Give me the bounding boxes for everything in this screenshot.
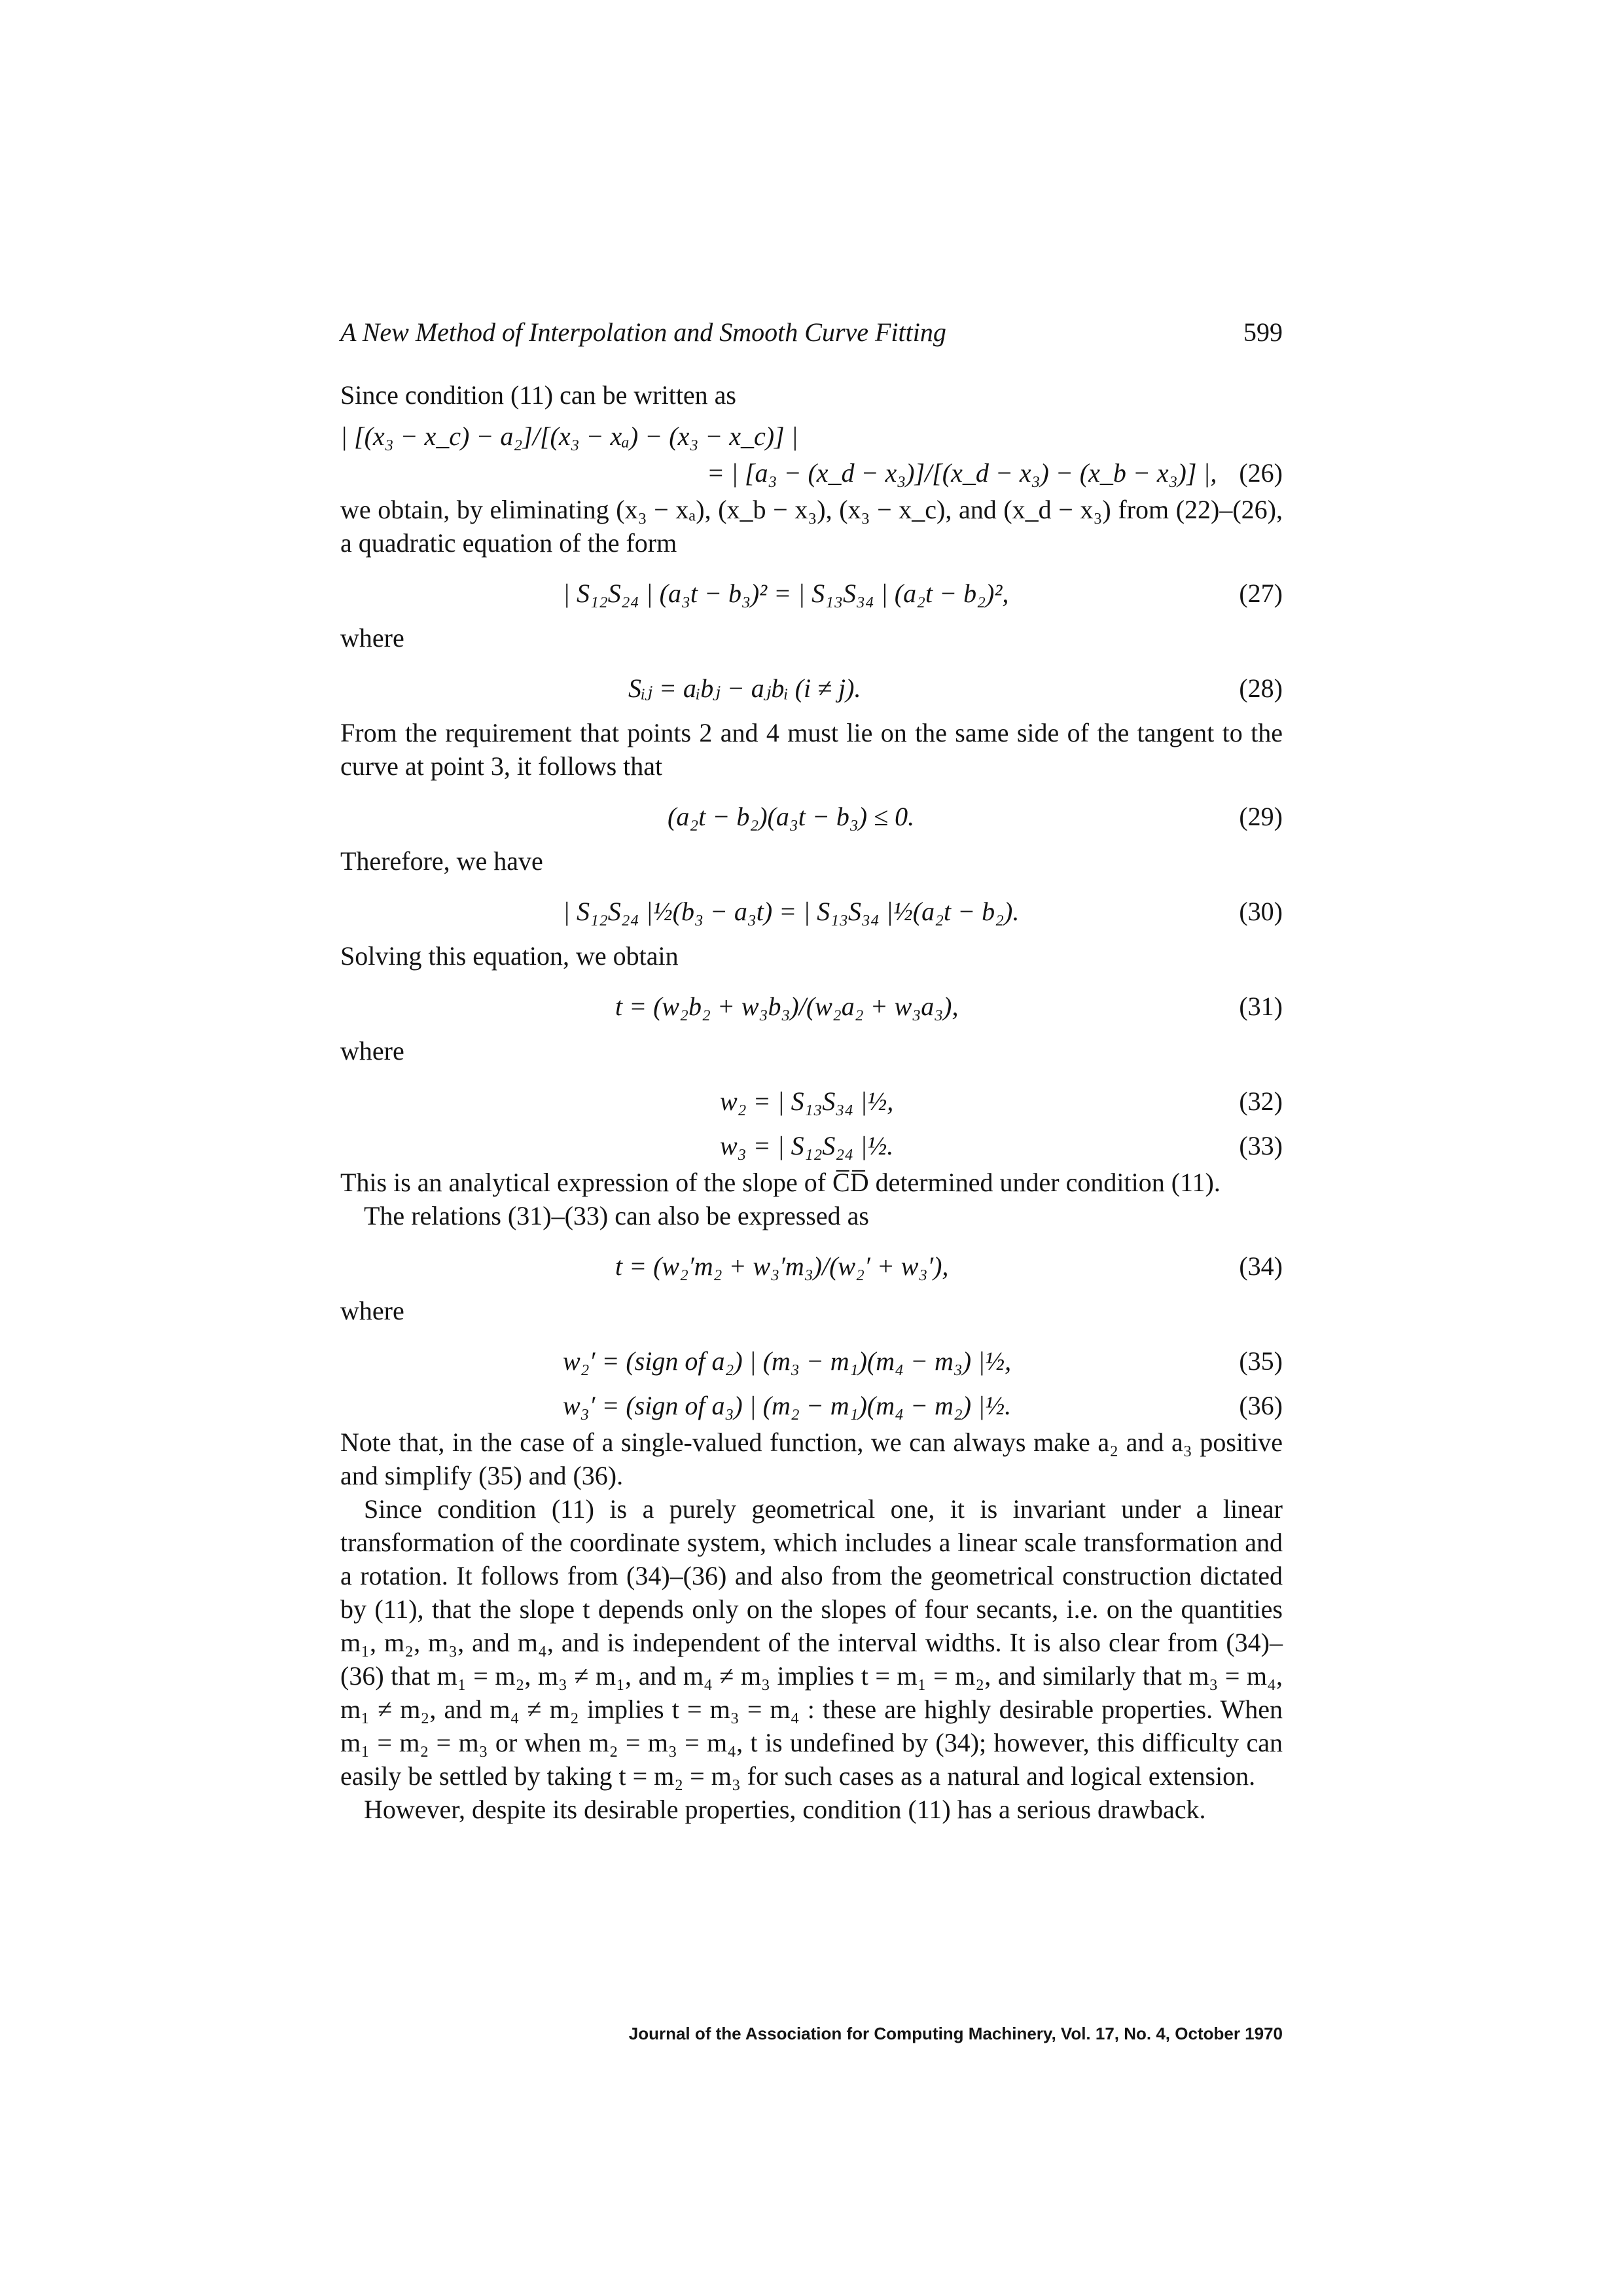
paragraph: where [340,1036,404,1066]
equation-number: (32) [1239,1086,1283,1116]
equation-expression: = | [a₃ − (x_d − x₃)]/[(x_d − x₃) − (x_b − x₃)] |, [707,458,1217,488]
equation-number: (35) [1239,1346,1283,1376]
equation-expression: w₂ = | S₁₃S₃₄ |½, [720,1086,894,1116]
equation-35 [340,1344,1283,1381]
equation-33 [340,1129,1283,1166]
equation-expression: w₃′ = (sign of a₃) | (m₂ − m₁)(m₄ − m₂) |½. [563,1391,1012,1420]
paragraph: where [340,623,404,653]
article-body [340,378,1283,1826]
paragraph: Therefore, we have [340,846,543,876]
equation-number: (34) [1239,1251,1283,1281]
equation-expression: | S₁₂S₂₄ |½(b₃ − a₃t) = | S₁₃S₃₄ |½(a₂t − b₂). [563,897,1020,926]
equation-expression: (a₂t − b₂)(a₃t − b₃) ≤ 0. [668,802,915,831]
equation-expression: | S₁₂S₂₄ | (a₃t − b₃)² = | S₁₃S₃₄ | (a₂t − b₂)², [563,579,1009,608]
equation-29 [340,800,1283,836]
equation-30 [340,895,1283,931]
equation-number: (36) [1239,1391,1283,1420]
equation-expression: w₂′ = (sign of a₂) | (m₃ − m₁)(m₄ − m₃) |½, [563,1346,1012,1376]
page-number: 599 [1243,317,1283,347]
equation-number: (33) [1239,1131,1283,1160]
equation-expression: | [(x₃ − x_c) − a₂]/[(x₃ − xₐ) − (x₃ − x_c)] | [340,422,798,451]
paragraph: Note that, in the case of a single-valued function, we can always make a₂ and a₃ positive and simplify (35) and (36). [340,1427,1283,1490]
equation-number: (27) [1239,579,1283,608]
paragraph: The relations (31)–(33) can also be expressed as [364,1201,869,1230]
equation-number: (30) [1239,897,1283,926]
equation-expression: Sᵢⱼ = aᵢbⱼ − aⱼbᵢ (i ≠ j). [628,673,861,703]
paragraph: Since condition (11) is a purely geometrical one, it is invariant under a linear transformation of the coordinate system, which includes a linear scale transformation and a rotation. It follows from (34)–(36) and also from the geometrical construction dictated by (11), that the slope t depends only on the slopes of four secants, i.e. on the quantities m₁, m₂, m₃, and m₄, and is independent of the interval widths. It is also clear from (34)–(36) that m₁ = m₂, m₃ ≠ m₁, and m₄ ≠ m₃ implies t = m₁ = m₂, and similarly that m₃ = m₄, m₁ ≠ m₂, and m₄ ≠ m₂ implies t = m₃ = m₄ : these are highly desirable properties. When m₁ = m₂ = m₃ or when m₂ = m₃ = m₄, t is undefined by (34); however, this difficulty can easily be settled by taking t = m₂ = m₃ for such cases as a natural and logical extension. [340,1494,1283,1791]
paragraph: we obtain, by eliminating (x₃ − xₐ), (x_b − x₃), (x₃ − x_c), and (x_d − x₃) from (22)–(26), a quadratic equation of the form [340,495,1283,558]
paragraph: Since condition (11) can be written as [340,380,736,410]
equation-28 [340,672,1283,708]
equation-expression: t = (w₂′m₂ + w₃′m₃)/(w₂′ + w₃′), [615,1251,949,1281]
equation-34 [340,1249,1283,1286]
equation-number: (31) [1239,992,1283,1021]
equation-number: (26) [1239,458,1283,488]
running-head [340,317,1283,356]
running-title: A New Method of Interpolation and Smooth Curve Fitting [340,317,946,347]
paragraph: However, despite its desirable properties, condition (11) has a serious drawback. [364,1795,1206,1824]
equation-36 [340,1389,1283,1426]
equation-number: (29) [1239,802,1283,831]
equation-26-line-1 [340,420,1283,456]
paragraph: This is an analytical expression of the slope of C̅D̅ determined under condition (11). [340,1168,1221,1197]
equation-31 [340,990,1283,1026]
paragraph: Solving this equation, we obtain [340,941,679,971]
equation-expression: w₃ = | S₁₂S₂₄ |½. [720,1131,894,1160]
paragraph: where [340,1296,404,1325]
equation-number: (28) [1239,673,1283,703]
equation-26-line-2 [340,456,1283,493]
journal-footer: Journal of the Association for Computing Machinery, Vol. 17, No. 4, October 1970 [628,2024,1283,2043]
equation-27 [340,577,1283,613]
paragraph: From the requirement that points 2 and 4 must lie on the same side of the tangent to the curve at point 3, it follows that [340,718,1283,781]
equation-expression: t = (w₂b₂ + w₃b₃)/(w₂a₂ + w₃a₃), [615,992,959,1021]
equation-32 [340,1085,1283,1121]
